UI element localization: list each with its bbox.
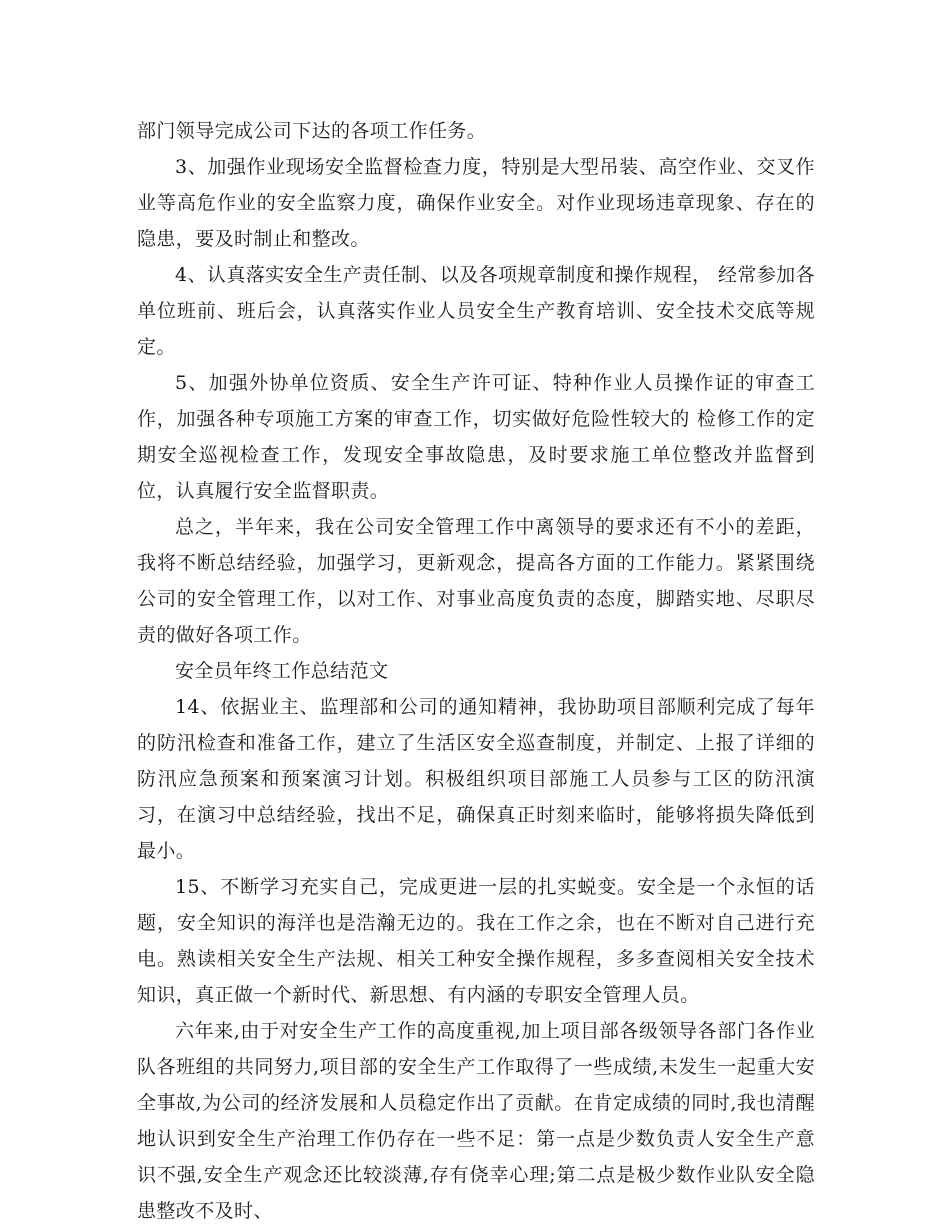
paragraph: 六年来,由于对安全生产工作的高度重视,加上项目部各级领导各部门各作业队各班组的共同努力,项目部的安全生产工作取得了一些成绩,未发生一起重大安全事故,为公司的经济发展和人员稳定作出了贡献。在肯定成绩的同时,我也清醒地认识到安全生产治理工作仍存在一些不足：第一点是少数负责人安全生产意识不强,安全生产观念还比较淡薄,存有侥幸心理;第二点是极少数作业队安全隐患整改不及时、 xyxy=(137,1020,815,1222)
section-heading: 安全员年终工作总结范文 xyxy=(175,660,389,682)
paragraph: 15、不断学习充实自己，完成更进一层的扎实蜕变。安全是一个永恒的话题，安全知识的海洋也是浩瀚无边的。我在工作之余，也在不断对自己进行充电。熟读相关安全生产法规、相关工种安全操作规程，多多查阅相关安全技术知识，真正做一个新时代、新思想、有内涵的专职安全管理人员。 xyxy=(137,876,815,1006)
document-body xyxy=(137,113,815,1229)
paragraph: 5、加强外协单位资质、安全生产许可证、特种作业人员操作证的审查工作，加强各种专项施工方案的审查工作，切实做好危险性较大的 检修工作的定期安全巡视检查工作，发现安全事故隐患，及时要求施工单位整改并监督到位，认真履行安全监督职责。 xyxy=(137,372,815,502)
paragraph: 4、认真落实安全生产责任制、以及各项规章制度和操作规程， 经常参加各单位班前、班后会，认真落实作业人员安全生产教育培训、安全技术交底等规定。 xyxy=(137,264,815,358)
paragraph: 部门领导完成公司下达的各项工作任务。 xyxy=(137,120,487,142)
paragraph: 总之，半年来，我在公司安全管理工作中离领导的要求还有不小的差距，我将不断总结经验，加强学习，更新观念，提高各方面的工作能力。紧紧围绕公司的安全管理工作，以对工作、对事业高度负责的态度，脚踏实地、尽职尽责的做好各项工作。 xyxy=(137,516,815,646)
paragraph: 14、依据业主、监理部和公司的通知精神，我协助项目部顺利完成了每年的防汛检查和准备工作，建立了生活区安全巡查制度，并制定、上报了详细的防汛应急预案和预案演习计划。积极组织项目部施工人员参与工区的防汛演习，在演习中总结经验，找出不足，确保真正时刻来临时，能够将损失降低到最小。 xyxy=(137,696,815,862)
paragraph: 3、加强作业现场安全监督检查力度，特别是大型吊装、高空作业、交叉作业等高危作业的安全监察力度，确保作业安全。对作业现场违章现象、存在的隐患，要及时制止和整改。 xyxy=(137,156,815,250)
